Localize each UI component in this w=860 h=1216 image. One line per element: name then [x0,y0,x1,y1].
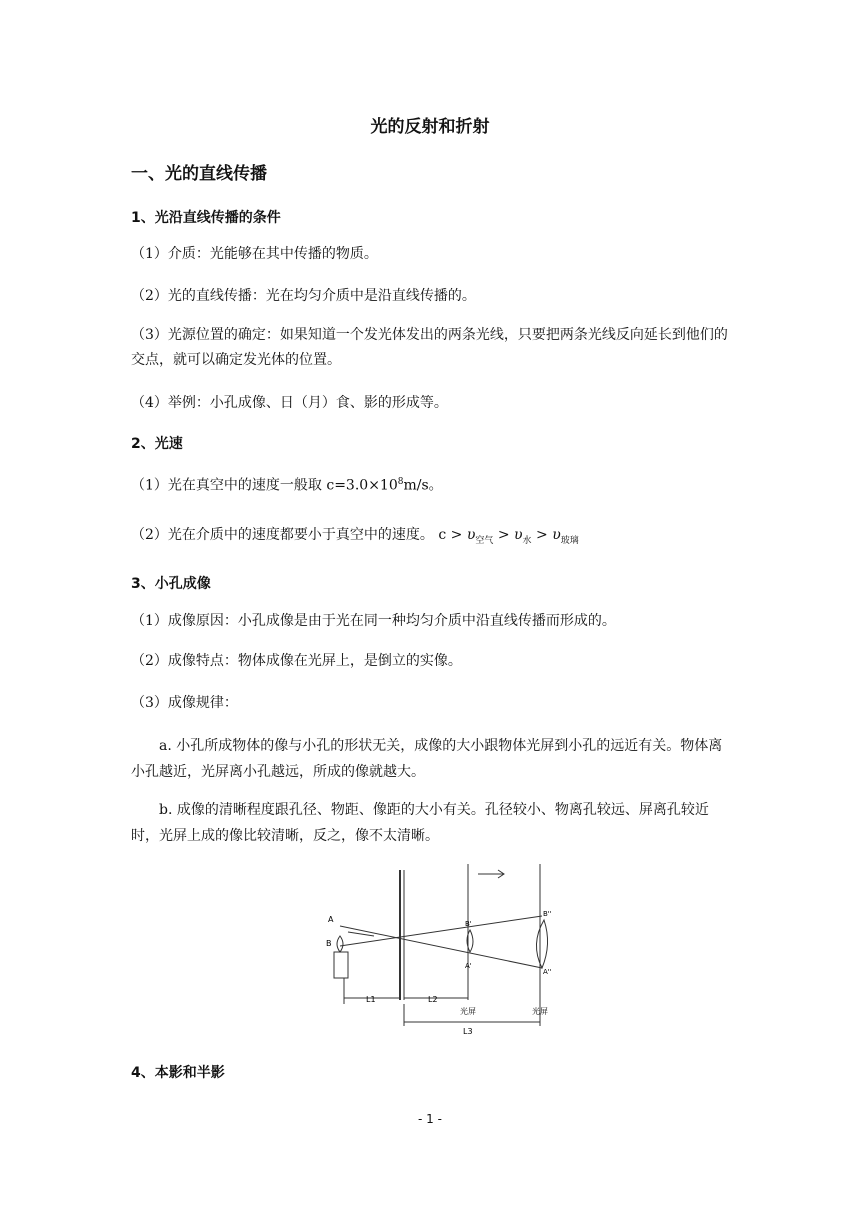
paragraph-medium-speed [131,522,771,554]
page-title: 光的反射和折射 [370,117,490,137]
subsection-heading-3: 3、小孔成像 [131,576,211,592]
paragraph: （3）成像规律： [131,695,238,711]
paragraph: （4）举例：小孔成像、日（月）食、影的形成等。 [131,395,448,411]
label-L3: L3 [463,1027,473,1036]
paragraph: （3）光源位置的确定：如果知道一个发光体发出的两条光线，只要把两条光线反向延长到他们的交点，就可以确定发光体的位置。 [131,327,728,368]
label-L2: L2 [428,995,438,1004]
section-heading: 一、光的直线传播 [131,164,267,184]
formula-sub: 玻璃 [560,535,579,546]
label-L1: L1 [366,995,376,1004]
label-screen-2: 光屏 [532,1007,548,1016]
formula-v: υ [552,527,561,543]
formula-c: c [438,527,447,543]
text-fragment: m/s。 [403,477,443,494]
paragraph-rule-a: a. 小孔所成物体的像与小孔的形状无关，成像的大小跟物体光屏到小孔的远近有关。物体离小孔越近，光屏离小孔越远，所成的像就越大。 [131,738,723,780]
speed-formula [438,527,579,546]
superscript: 8 [397,477,404,487]
label-A2: A'' [543,968,552,976]
paragraph: （2）成像特点：物体成像在光屏上，是倒立的实像。 [131,653,462,669]
formula-v: υ [466,527,476,543]
subsection-heading-4: 4、本影和半影 [131,1065,225,1081]
paragraph: （2）光的直线传播：光在均匀介质中是沿直线传播的。 [131,288,476,304]
formula-gt: > [497,527,510,543]
text-fragment: （1）光在真空中的速度一般取 c=3.0×10 [131,477,398,494]
paragraph: （1）成像原因：小孔成像是由于光在同一种均匀介质中沿直线传播而形成的。 [131,613,616,629]
paragraph-speed-of-light [131,469,731,499]
page-number: - 1 - [418,1112,442,1126]
formula-gt: > [536,527,548,543]
label-B: B [326,939,332,948]
subsection-heading-1: 1、光沿直线传播的条件 [131,210,281,226]
label-B2: B'' [543,910,552,918]
formula-v: υ [514,527,523,543]
pinhole-diagram [318,864,558,1036]
paragraph-rule-b: b. 成像的清晰程度跟孔径、物距、像距的大小有关。孔径较小、物离孔较远、屏离孔较近时，光屏上成的像比较清晰，反之，像不太清晰。 [131,802,709,844]
formula-sub: 空气 [475,535,494,546]
label-B1: B' [465,920,472,928]
text-fragment: （2）光在介质中的速度都要小于真空中的速度。 [131,527,434,543]
label-screen-1: 光屏 [460,1007,476,1016]
label-A1: A' [465,962,472,970]
paragraph: （1）介质：光能够在其中传播的物质。 [131,246,378,262]
formula-gt: > [450,527,463,543]
label-A: A [328,915,334,924]
subsection-heading-2: 2、光速 [131,436,183,452]
formula-sub: 水 [522,535,532,546]
